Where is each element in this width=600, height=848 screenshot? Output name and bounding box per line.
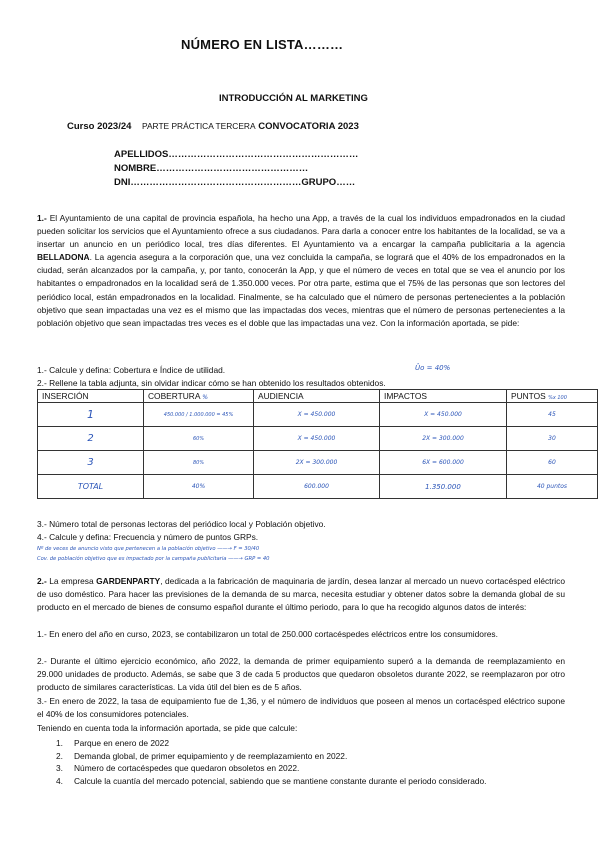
q2-point3: 3.- En enero de 2022, la tasa de equipamiento fue de 1,36, y el número de individuos que poseen al menos un cortacésped eléctrico supone el 40% de los consumidores potenciales. xyxy=(37,696,565,720)
cell[interactable]: 3 xyxy=(38,451,144,475)
q1-agency: BELLADONA xyxy=(37,252,90,263)
q2-text-intro: , dedicada a la fabricación de maquinaria de jardín, desea lanzar al mercado un nuevo cortacésped eléctrico de uso doméstico. Para hacer las previsiones de la demanda de su marca, necesita estudiar y obtener datos sobre la demanda global de su producto en el mercado de bienes de consumo español durante el último periodo, para lo que ha recogido algunos datos de interés: xyxy=(37,576,565,613)
nombre-field[interactable]: NOMBRE………………………………………… xyxy=(114,163,309,174)
cell[interactable]: 60% xyxy=(144,427,254,451)
q1-item4: 4.- Calcule y defina: Frecuencia y número de puntos GRPs. xyxy=(37,532,259,542)
page-title: NÚMERO EN LISTA……… xyxy=(181,37,344,52)
cell[interactable]: 1 xyxy=(38,403,144,427)
cell[interactable]: 80% xyxy=(144,451,254,475)
course-call: CONVOCATORIA 2023 xyxy=(258,121,359,132)
q1-text-post: . La agencia asegura a la corporación que, una vez concluida la campaña, se logrará que el 40% de los empadronados en la ciudad, serán alcanzados por la campaña, y, por tanto, conocerán la App, y que el número de veces en total que se vea el anuncio por los habitantes o empadronados en la localidad será de 1.350.000 veces. Por otra parte, estima que el 75% de las personas que son lectores del periódico local, están empadronados en la localidad. Finalmente, se ha calculado que el número de personas pertenecientes a la población objetivo que sean impactadas una vez es el mismo que las impactadas dos veces, mientras que el número de personas pertenecientes a la población objetivo que sean impactadas tres veces es el doble que las impactadas una vez. Con la información aportada, se pide: xyxy=(37,252,565,328)
dni-grupo-field[interactable]: DNI………………………………………………GRUPO…… xyxy=(114,177,356,188)
header-audiencia: AUDIENCIA xyxy=(254,390,380,403)
cell[interactable]: 40% xyxy=(144,475,254,499)
cell[interactable]: 2X = 300.000 xyxy=(254,451,380,475)
subject-title: INTRODUCCIÓN AL MARKETING xyxy=(219,93,368,104)
q1-item1 xyxy=(37,364,565,377)
cell[interactable]: TOTAL xyxy=(38,475,144,499)
q2-statement xyxy=(37,575,565,614)
student-fields xyxy=(114,148,358,190)
q2-number: 2.- xyxy=(37,576,47,586)
header-insercion: INSERCIÓN xyxy=(38,390,144,403)
q1-handwritten-notes xyxy=(37,544,565,564)
cell[interactable]: X = 450.000 xyxy=(254,403,380,427)
q2-point2: 2.- Durante el último ejercicio económico, año 2022, la demanda de primer equipamiento superó a la demanda de reemplazamiento en 29.000 unidades de producto. Además, se sabe que 3 de cada 5 productos que quedaron obsoletos durante 2022, se reemplazaron por otro producto de similares características. La vida útil del bien es de 5 años. xyxy=(37,656,565,693)
q2-point1: 1.- En enero del año en curso, 2023, se contabilizaron un total de 250.000 cortacéspedes eléctricos entre los consumidores. xyxy=(37,629,498,639)
q1-item1-text: 1.- Calcule y defina: Cobertura e Índice de utilidad. xyxy=(37,365,226,375)
cell[interactable]: 60 xyxy=(507,451,598,475)
header-impactos: IMPACTOS xyxy=(380,390,507,403)
list-item: 2. Demanda global, de primer equipamiento y de reemplazamiento en 2022. xyxy=(56,750,348,761)
cell[interactable]: 30 xyxy=(507,427,598,451)
q1-item1-handwritten: Ûo = 40% xyxy=(415,364,451,372)
q1-item2: 2.- Rellene la tabla adjunta, sin olvidar indicar cómo se han obtenido los resultados obtenidos. xyxy=(37,378,386,388)
header-puntos: PUNTOS %x 100 xyxy=(507,390,598,403)
cell[interactable]: 40 puntos xyxy=(507,475,598,499)
q1-item3: 3.- Número total de personas lectoras del periódico local y Población objetivo. xyxy=(37,519,326,529)
table-row xyxy=(38,403,598,427)
cell[interactable]: 2 xyxy=(38,427,144,451)
header-cobertura: COBERTURA % xyxy=(144,390,254,403)
list-item: 1. Parque en enero de 2022 xyxy=(56,738,169,748)
cell[interactable]: X = 450.000 xyxy=(254,427,380,451)
q2-company: GARDENPARTY xyxy=(96,576,161,586)
cell[interactable]: 450.000 / 1.000.000 = 45% xyxy=(144,403,254,427)
list-item: 3. Número de cortacéspedes que quedaron obsoletos en 2022. xyxy=(56,763,300,773)
q2-list xyxy=(56,737,487,787)
q2-ask: Teniendo en cuenta toda la información aportada, se pide que calcule: xyxy=(37,723,298,733)
cell[interactable]: 6X = 600.000 xyxy=(380,451,507,475)
course-line xyxy=(67,121,359,132)
hand-line-1: Nº de veces de anuncio visto que pertenecen a la población objetivo ——→ F = 30/40 xyxy=(37,546,260,552)
results-table xyxy=(37,389,598,499)
table-row xyxy=(38,451,598,475)
table-row xyxy=(38,427,598,451)
table-header-row xyxy=(38,390,598,403)
table-row xyxy=(38,475,598,499)
cell[interactable]: X = 450.000 xyxy=(380,403,507,427)
cell[interactable]: 2X = 300.000 xyxy=(380,427,507,451)
list-item: 4. Calcule la cuantía del mercado potencial, sabiendo que se mantiene constante durante el periodo considerado. xyxy=(56,775,487,786)
apellidos-field[interactable]: APELLIDOS…………………………………………………… xyxy=(114,149,359,160)
cell[interactable]: 1.350.000 xyxy=(380,475,507,499)
course-label: Curso 2023/24 xyxy=(67,121,132,132)
q1-number: 1.- xyxy=(37,213,47,223)
q1-statement xyxy=(37,212,565,330)
hand-line-2: Cov. de población objetivo que es impactado por la campaña publicitaria ——→ GRP = 40 xyxy=(37,556,270,562)
q1-text-pre: El Ayuntamiento de una capital de provincia española, ha hecho una App, a través de la cual los individuos empadronados en la ciudad pueden solicitar los servicios que el Ayuntamiento ofrece a sus ciudadanos. Para darla a conocer entre los habitantes de la localidad, se va a insertar un anuncio en un periódico local, tres días diferentes. El Ayuntamiento va a encargar la campaña publicitaria a la agencia xyxy=(37,213,565,250)
course-part: PARTE PRÁCTICA TERCERA xyxy=(142,121,256,131)
cell[interactable]: 45 xyxy=(507,403,598,427)
q2-text-pre: La empresa xyxy=(46,576,97,586)
cell[interactable]: 600.000 xyxy=(254,475,380,499)
